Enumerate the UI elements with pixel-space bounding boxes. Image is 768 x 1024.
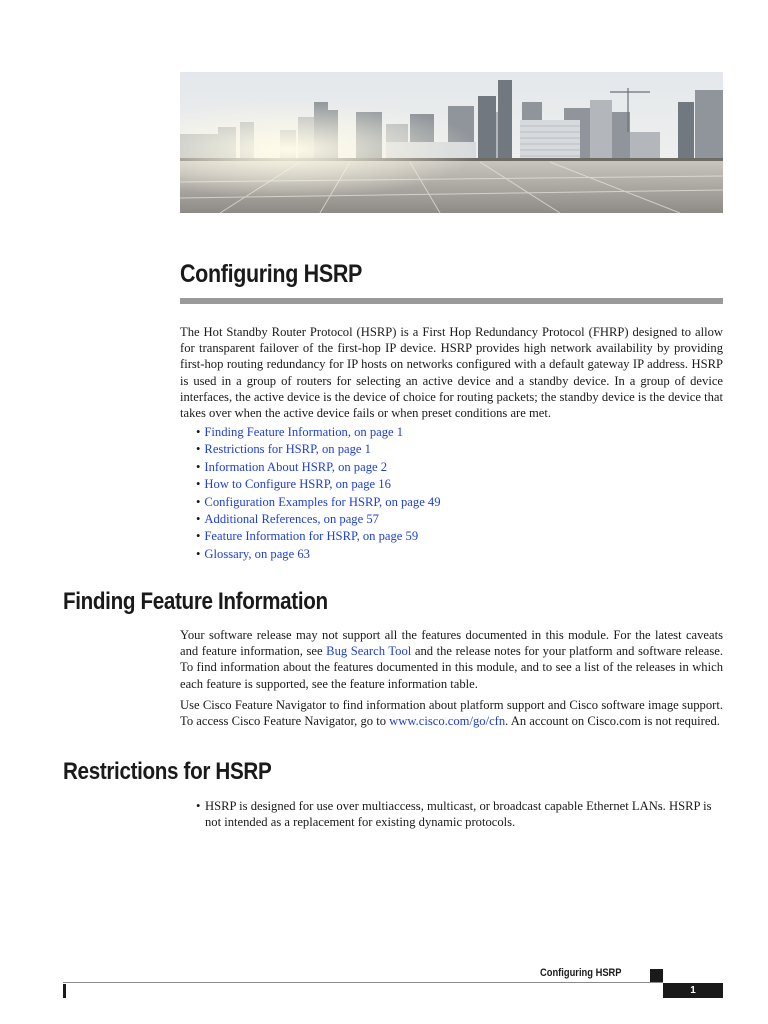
toc-item xyxy=(196,546,441,563)
bullet-icon: • xyxy=(196,512,201,527)
bug-search-tool-link[interactable]: Bug Search Tool xyxy=(326,644,412,659)
page-number: 1 xyxy=(663,983,723,998)
toc-item xyxy=(196,459,441,476)
bullet-icon: • xyxy=(196,459,201,474)
restriction-text: HSRP is designed for use over multiaccess, multicast, or broadcast capable Ethernet LANs. HSRP is not intended as a replacement for existing dynamic protocols. xyxy=(205,799,712,830)
bullet-icon: • xyxy=(196,494,201,509)
title-divider xyxy=(180,298,723,304)
finding-p1-text-b: and the release notes for your platform and software release. To find information about the features documented in this module, and to see a list of the releases in which each feature is supported, see the feature information table. xyxy=(180,644,724,691)
toc-item xyxy=(196,511,441,528)
toc-link-configuration-examples[interactable]: Configuration Examples for HSRP, on page 49 xyxy=(204,494,441,509)
footer-chapter-title: Configuring HSRP xyxy=(540,967,622,979)
bullet-icon: • xyxy=(196,529,201,544)
section-title-finding-feature-information: Finding Feature Information xyxy=(63,588,328,615)
finding-p1-text-a: Your software release may not support all the features documented in this module. For the latest caveats and feature information, see xyxy=(180,628,723,659)
page-title: Configuring HSRP xyxy=(180,260,363,288)
toc-item xyxy=(196,476,441,493)
toc-item xyxy=(196,494,441,511)
bullet-icon: • xyxy=(196,477,201,492)
intro-paragraph: The Hot Standby Router Protocol (HSRP) is a First Hop Redundancy Protocol (FHRP) designed to allow for transparent failover of the first-hop IP device. HSRP provides high network availability by providing first-hop routing redundancy for IP hosts on networks configured with a default gateway IP address. HSRP is used in a group of routers for selecting an active device and a standby device. In a group of device interfaces, the active device is the device of choice for routing packets; the standby device is the device that takes over when the active device fails or when preset conditions are met. xyxy=(180,325,723,421)
header-city-banner-image xyxy=(180,72,723,213)
bullet-icon: • xyxy=(196,425,201,439)
toc-link-finding-feature-information[interactable]: Finding Feature Information, on page 1 xyxy=(204,425,404,439)
finding-paragraph-2 xyxy=(180,697,723,729)
finding-p2-text-a: Use Cisco Feature Navigator to find information about platform support and Cisco software image support. To access Cisco Feature Navigator, go to xyxy=(180,698,723,729)
footer-left-tick xyxy=(63,984,66,998)
footer-marker-square xyxy=(650,969,663,982)
bullet-icon: • xyxy=(196,442,201,457)
bullet-icon: • xyxy=(196,546,201,561)
toc-link-how-to-configure[interactable]: How to Configure HSRP, on page 16 xyxy=(204,477,391,492)
toc-link-information-about-hsrp[interactable]: Information About HSRP, on page 2 xyxy=(204,459,388,474)
toc-item xyxy=(196,528,441,545)
cisco-feature-navigator-link[interactable]: www.cisco.com/go/cfn xyxy=(389,714,506,729)
finding-paragraph-1 xyxy=(180,627,723,692)
restriction-list-item xyxy=(196,798,723,830)
toc-link-restrictions[interactable]: Restrictions for HSRP, on page 1 xyxy=(204,442,371,457)
chapter-toc-list xyxy=(196,424,441,563)
toc-link-glossary[interactable]: Glossary, on page 63 xyxy=(204,546,310,561)
toc-link-additional-references[interactable]: Additional References, on page 57 xyxy=(204,512,379,527)
finding-p2-text-b: . An account on Cisco.com is not required. xyxy=(505,714,720,729)
bullet-icon: • xyxy=(196,799,201,813)
toc-item xyxy=(196,424,441,441)
section-title-restrictions: Restrictions for HSRP xyxy=(63,758,272,785)
toc-link-feature-information[interactable]: Feature Information for HSRP, on page 59 xyxy=(204,529,419,544)
footer-divider xyxy=(63,982,663,983)
toc-item xyxy=(196,441,441,458)
